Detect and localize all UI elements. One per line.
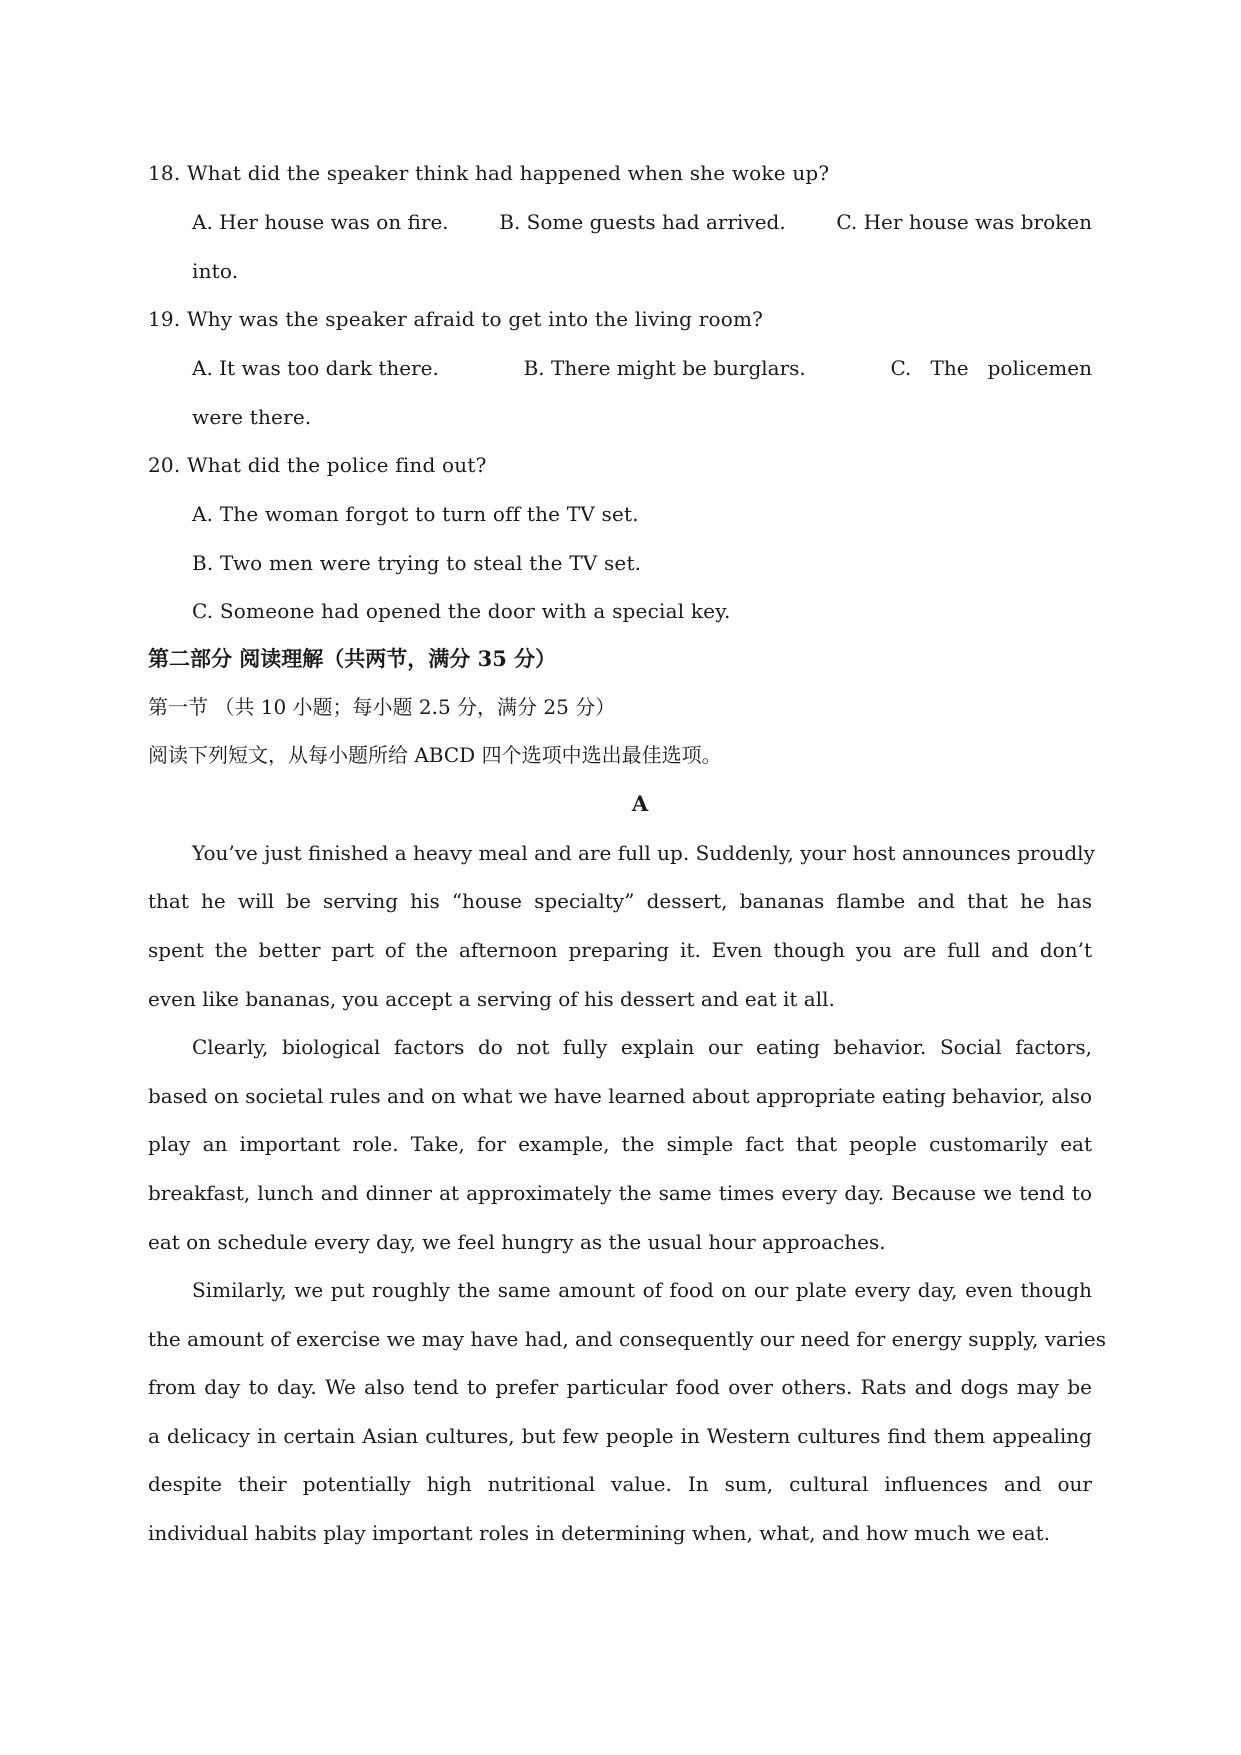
- question-18-option-a: A. Her house was on fire.: [192, 210, 449, 234]
- question-18-option-c: C. Her house was broken: [836, 210, 1092, 234]
- question-19-stem: 19. Why was the speaker afraid to get into the living room?: [148, 307, 764, 331]
- question-19-option-b: B. There might be burglars.: [523, 356, 806, 380]
- question-20-stem: 20. What did the police find out?: [148, 453, 487, 477]
- question-19-option-c: C. The policemen: [890, 356, 1092, 380]
- question-18-option-c-continued: into.: [192, 259, 239, 283]
- passage-label: A: [631, 791, 649, 816]
- section-1-heading: 第一节 （共 10 小题；每小题 2.5 分，满分 25 分）: [148, 695, 616, 719]
- passage-line: based on societal rules and on what we have learned about appropriate eating behavior, also: [148, 1084, 1092, 1108]
- question-18-option-b: B. Some guests had arrived.: [499, 210, 786, 234]
- question-19-option-c-continued: were there.: [192, 405, 312, 429]
- passage-line: play an important role. Take, for example, the simple fact that people customarily eat: [148, 1132, 1092, 1156]
- question-20-option-b: B. Two men were trying to steal the TV set.: [192, 551, 642, 575]
- passage-line: Clearly, biological factors do not fully explain our eating behavior. Social factors,: [192, 1035, 1092, 1059]
- passage-line: breakfast, lunch and dinner at approximately the same times every day. Because we tend to: [148, 1181, 1092, 1205]
- question-19-option-a: A. It was too dark there.: [192, 356, 439, 380]
- passage-line: Similarly, we put roughly the same amount of food on our plate every day, even though: [192, 1278, 1092, 1302]
- passage-line: that he will be serving his “house specialty” dessert, bananas flambe and that he has: [148, 889, 1092, 913]
- passage-line: even like bananas, you accept a serving of his dessert and eat it all.: [148, 987, 835, 1011]
- passage-line: You’ve just finished a heavy meal and are full up. Suddenly, your host announces proudly: [192, 841, 1095, 865]
- reading-instruction: 阅读下列短文，从每小题所给 ABCD 四个选项中选出最佳选项。: [148, 743, 722, 767]
- passage-line: from day to day. We also tend to prefer particular food over others. Rats and dogs may be: [148, 1375, 1092, 1399]
- question-20-option-a: A. The woman forgot to turn off the TV set.: [192, 502, 639, 526]
- part-2-title: 第二部分 阅读理解（共两节，满分 35 分）: [148, 646, 557, 671]
- question-18-options: [192, 209, 1092, 235]
- question-18-stem: 18. What did the speaker think had happened when she woke up?: [148, 161, 830, 185]
- passage-line: the amount of exercise we may have had, and consequently our need for energy supply, varies: [148, 1327, 1106, 1351]
- passage-line: spent the better part of the afternoon preparing it. Even though you are full and don’t: [148, 938, 1092, 962]
- question-20-option-c: C. Someone had opened the door with a special key.: [192, 599, 731, 623]
- passage-line: despite their potentially high nutritional value. In sum, cultural influences and our: [148, 1472, 1092, 1496]
- passage-line: individual habits play important roles in determining when, what, and how much we eat.: [148, 1521, 1051, 1545]
- passage-line: a delicacy in certain Asian cultures, but few people in Western cultures find them appealing: [148, 1424, 1092, 1448]
- question-19-options: [192, 355, 1092, 381]
- passage-line: eat on schedule every day, we feel hungry as the usual hour approaches.: [148, 1230, 886, 1254]
